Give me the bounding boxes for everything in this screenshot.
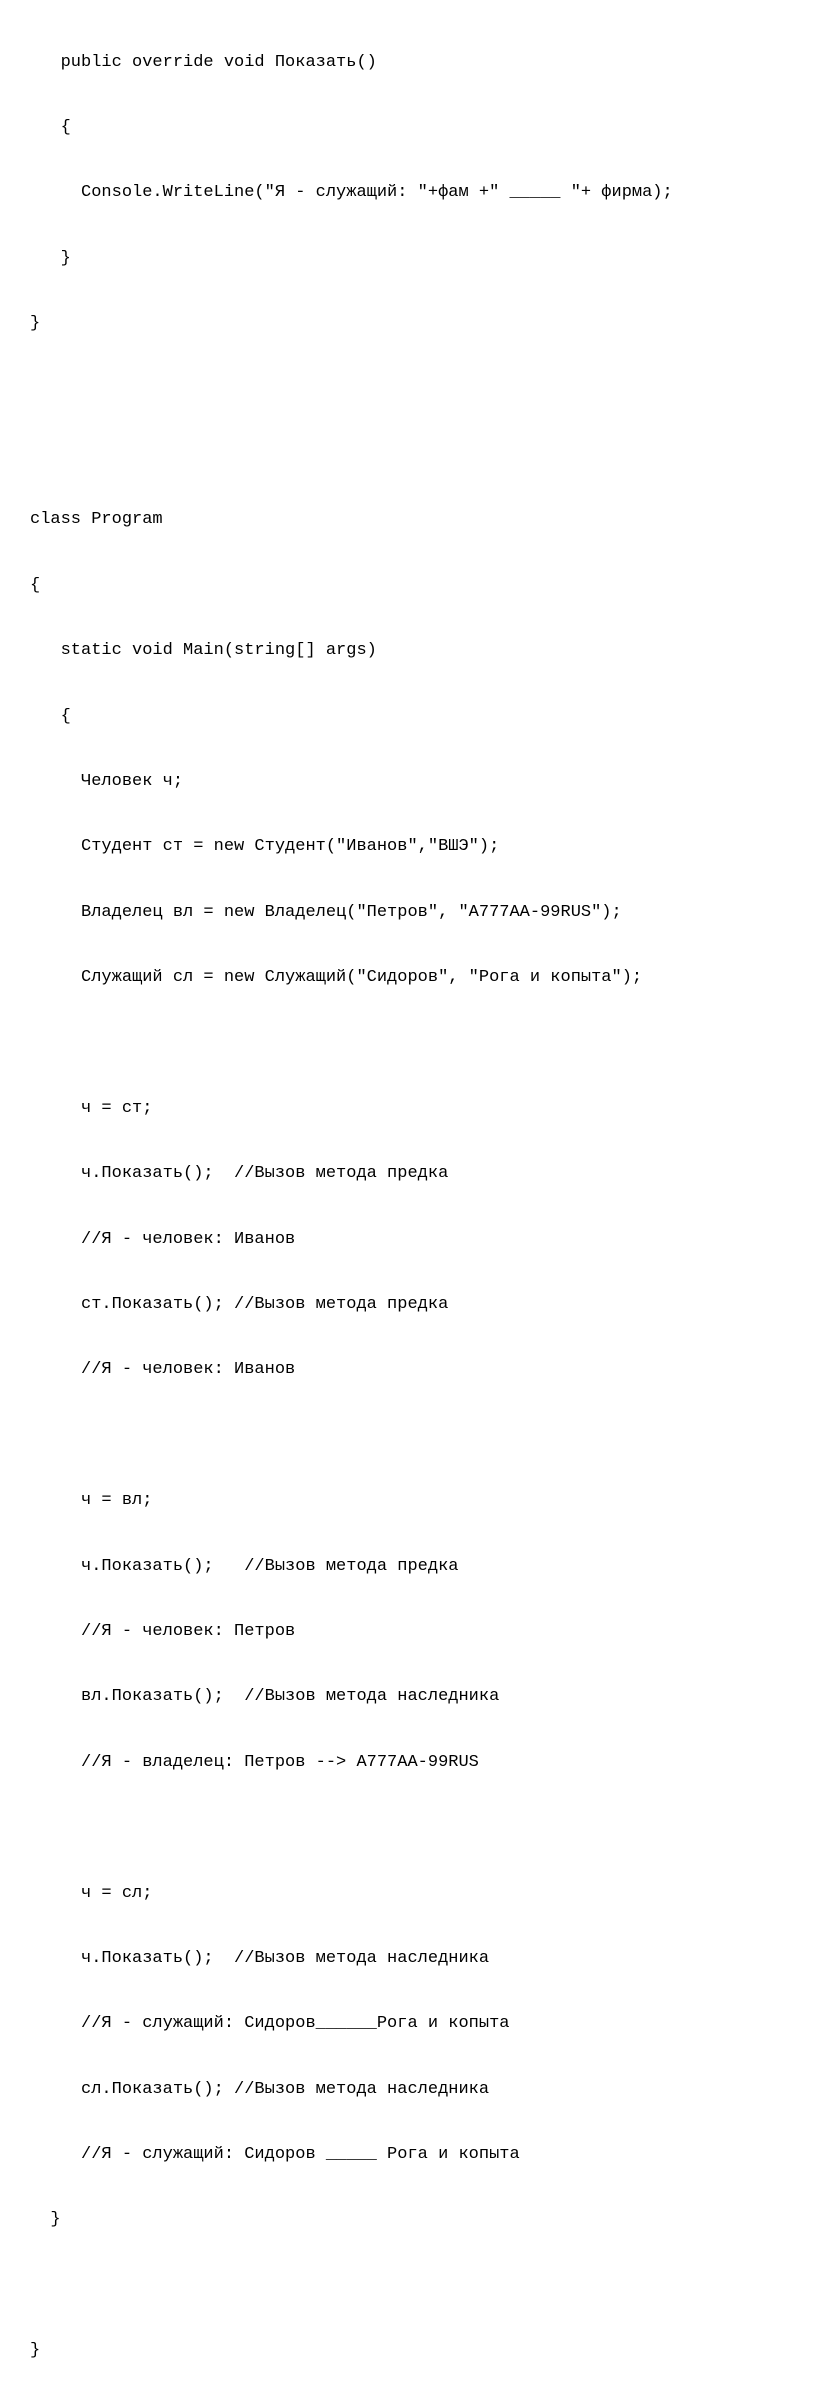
code-line [30,379,673,401]
code-line: } [30,314,41,334]
code-line: сл.Показать(); //Вызов метода наследника [30,2079,490,2099]
code-line [30,444,673,466]
code-line: Студент ст = new Студент("Иванов","ВШЭ"); [30,837,500,857]
code-line: { [30,575,41,595]
code-line: ч = ст; [30,1098,153,1118]
code-line: } [30,2341,41,2361]
code-line [30,2275,673,2297]
code-line: Служащий сл = new Служащий("Сидоров", "Рога и копыта"); [30,968,643,988]
code-line: class Program [30,510,163,530]
code-line: public override void Показать() [30,52,377,72]
code-line: ч = сл; [30,1883,153,1903]
code-line: { [30,117,71,137]
code-line: Владелец вл = new Владелец("Петров", "А777АА-99RUS"); [30,902,622,922]
code-line: { [30,706,71,726]
code-line: static void Main(string[] args) [30,641,377,661]
code-line: ч.Показать(); //Вызов метода наследника [30,1948,490,1968]
code-line [30,1817,673,1839]
code-line: Человек ч; [30,771,184,791]
code-line: } [30,248,71,268]
code-line: //Я - человек: Петров [30,1621,296,1641]
code-line: //Я - служащий: Сидоров______Рога и копыта [30,2014,510,2034]
code-line: ч.Показать(); //Вызов метода предка [30,1164,449,1184]
code-line: ч = вл; [30,1491,153,1511]
code-line: //Я - человек: Иванов [30,1360,296,1380]
code-line: ч.Показать(); //Вызов метода предка [30,1556,459,1576]
code-listing [30,8,673,2384]
code-line [30,1425,673,1447]
code-line: } [30,2210,61,2230]
code-line: //Я - владелец: Петров --> А777АА-99RUS [30,1752,479,1772]
code-line: //Я - человек: Иванов [30,1229,296,1249]
code-line: ст.Показать(); //Вызов метода предка [30,1295,449,1315]
code-line [30,1032,673,1054]
code-line: //Я - служащий: Сидоров _____ Рога и копыта [30,2145,520,2165]
code-line: Console.WriteLine("Я - служащий: "+фам +" _____ "+ фирма); [30,183,673,203]
code-line: вл.Показать(); //Вызов метода наследника [30,1687,500,1707]
